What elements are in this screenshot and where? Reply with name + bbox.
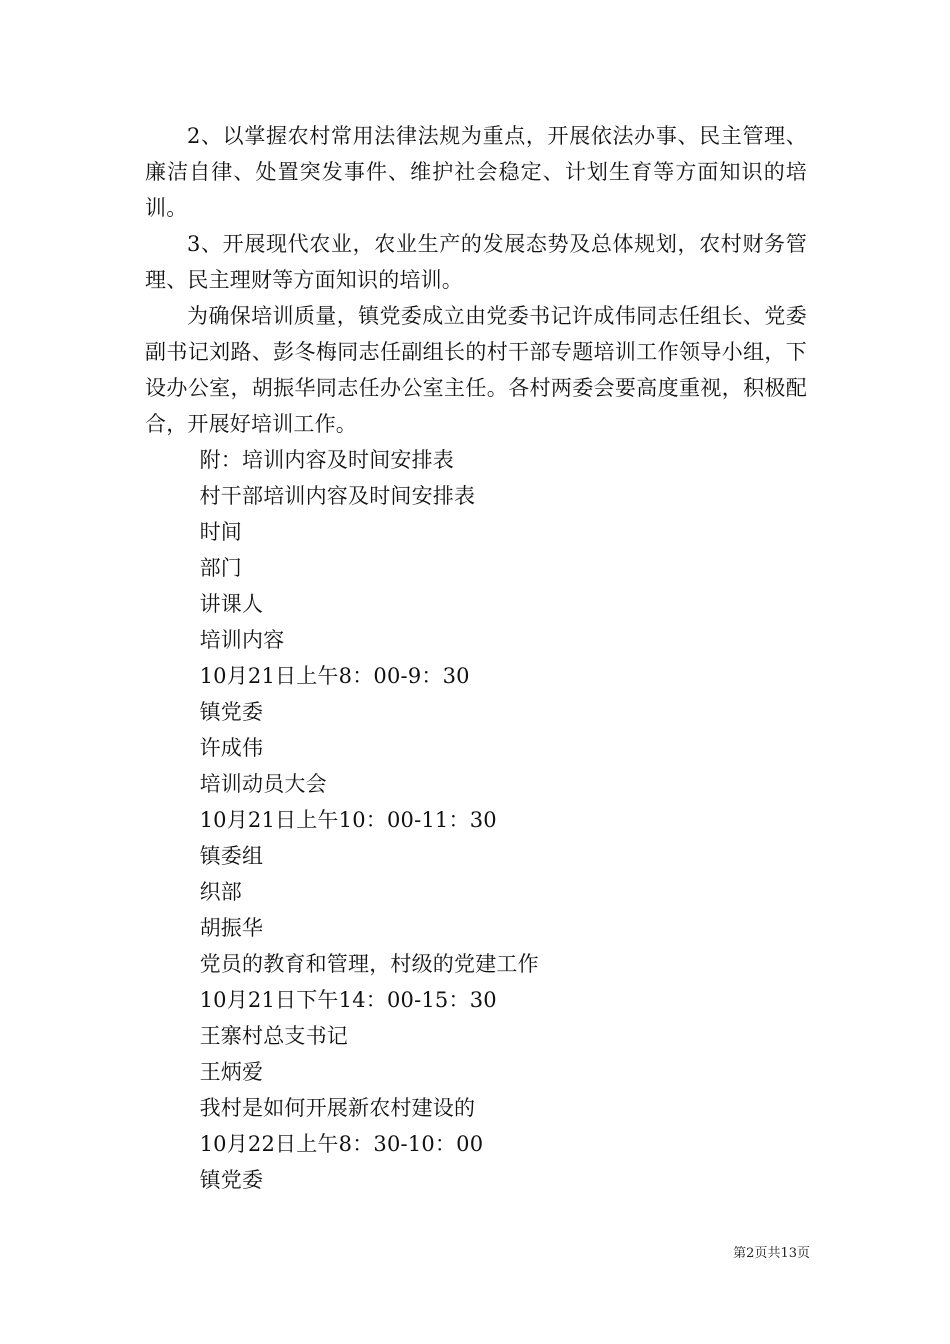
- paragraph-training-quality: 为确保培训质量，镇党委成立由党委书记许成伟同志任组长、党委副书记刘路、彭冬梅同志任副组长的村干部专题培训工作领导小组，下设办公室，胡振华同志任办公室主任。各村两委会要高度重视，积极配合，开展好培训工作。: [145, 304, 807, 436]
- schedule-row-2-time: 10月21日上午10：00-11：30: [199, 808, 497, 832]
- document-body: [145, 118, 807, 1198]
- schedule-row-3-lecturer: 王炳爱: [199, 1060, 264, 1084]
- schedule-row-2-lecturer: 胡振华: [199, 916, 264, 940]
- schedule-row-2-department-part2: 织部: [199, 880, 242, 904]
- schedule-row-4-department: 镇党委: [199, 1168, 264, 1192]
- paragraph-legal-training: 2、以掌握农村常用法律法规为重点，开展依法办事、民主管理、廉洁自律、处置突发事件、维护社会稳定、计划生育等方面知识的培训。: [145, 124, 807, 220]
- schedule-row-4-time: 10月22日上午8：30-10：00: [199, 1132, 484, 1156]
- schedule-title: 村干部培训内容及时间安排表: [199, 484, 476, 508]
- attachment-label: 附：培训内容及时间安排表: [199, 448, 454, 472]
- schedule-header-department: 部门: [199, 556, 242, 580]
- page-number: 第2页共13页: [733, 1246, 810, 1261]
- schedule-header-time: 时间: [199, 520, 242, 544]
- schedule-row-3-department: 王寨村总支书记: [199, 1024, 348, 1048]
- paragraph-agriculture-training: 3、开展现代农业，农业生产的发展态势及总体规划，农村财务管理、民主理财等方面知识的培训。: [145, 232, 807, 292]
- schedule-row-2-department-part1: 镇委组: [199, 844, 264, 868]
- schedule-row-1-department: 镇党委: [199, 700, 264, 724]
- schedule-row-1-lecturer: 许成伟: [199, 736, 264, 760]
- schedule-row-2-content: 党员的教育和管理，村级的党建工作: [199, 952, 539, 976]
- schedule-row-1-time: 10月21日上午8：00-9：30: [199, 664, 470, 688]
- schedule-row-3-content: 我村是如何开展新农村建设的: [199, 1096, 476, 1120]
- schedule-row-3-time: 10月21日下午14：00-15：30: [199, 988, 497, 1012]
- schedule-row-1-content: 培训动员大会: [199, 772, 327, 796]
- schedule-header-lecturer: 讲课人: [199, 592, 264, 616]
- schedule-header-content: 培训内容: [199, 628, 285, 652]
